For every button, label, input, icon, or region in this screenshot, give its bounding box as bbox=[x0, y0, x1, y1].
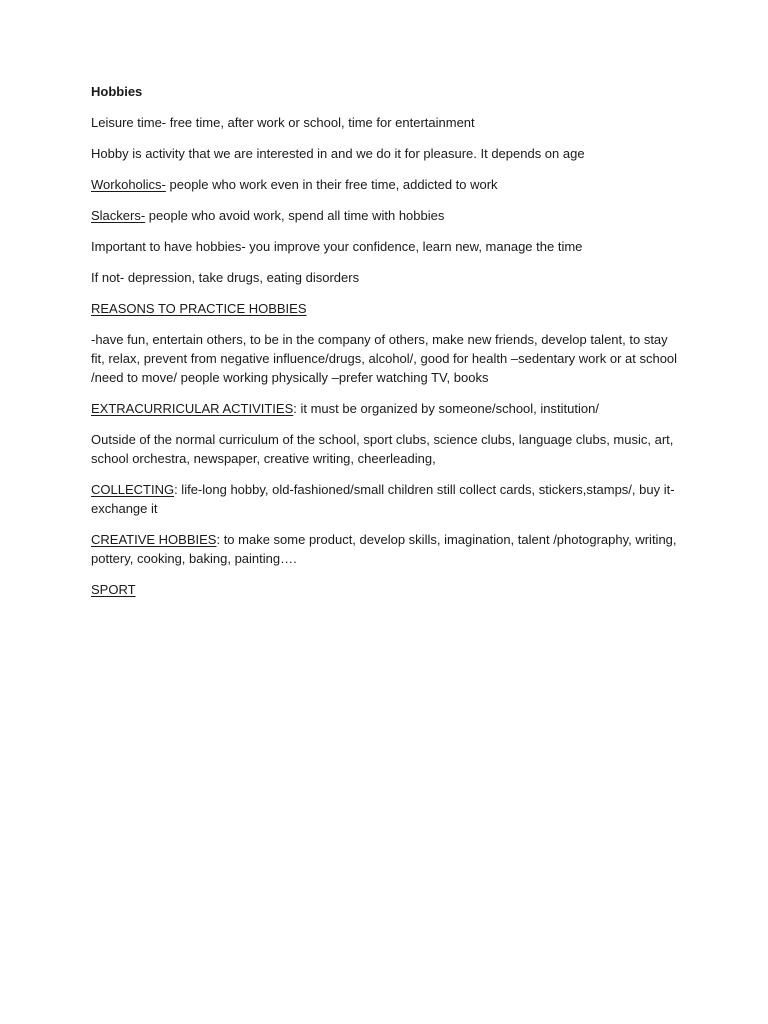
paragraph-leisure: Leisure time- free time, after work or school, time for entertainment bbox=[91, 115, 475, 130]
definition-slackers: people who avoid work, spend all time with hobbies bbox=[145, 208, 445, 223]
definition-creative-hobbies: : to make some product, develop skills, imagination, talent /photography, writing, pottery, cooking, baking, painting…. bbox=[91, 532, 677, 566]
paragraph-creative-hobbies bbox=[91, 530, 681, 568]
heading-sport-text: SPORT bbox=[91, 582, 136, 597]
term-workoholics: Workoholics- bbox=[91, 177, 166, 192]
definition-workoholics: people who work even in their free time, addicted to work bbox=[165, 177, 498, 192]
document-body bbox=[91, 82, 681, 611]
paragraph-collecting bbox=[91, 480, 681, 518]
paragraph-hobby-definition: Hobby is activity that we are interested in and we do it for pleasure. It depends on age bbox=[91, 146, 585, 161]
heading-sport bbox=[91, 580, 681, 599]
term-extracurricular: EXTRACURRICULAR ACTIVITIES bbox=[91, 401, 294, 416]
definition-collecting: : life-long hobby, old-fashioned/small children still collect cards, stickers,stamps/, buy it- exchange it bbox=[91, 482, 675, 516]
paragraph-importance: Important to have hobbies- you improve your confidence, learn new, manage the time bbox=[91, 239, 583, 254]
definition-extracurricular: : it must be organized by someone/school, institution/ bbox=[293, 401, 599, 416]
term-collecting: COLLECTING bbox=[91, 482, 175, 497]
paragraph-reasons: -have fun, entertain others, to be in the company of others, make new friends, develop talent, to stay fit, relax, prevent from negative influence/drugs, alcohol/, good for health –sedentary work or at school /need to move/ people working physically –prefer watching TV, books bbox=[91, 332, 678, 385]
term-slackers: Slackers- bbox=[91, 208, 146, 223]
term-creative-hobbies: CREATIVE HOBBIES bbox=[91, 532, 217, 547]
document-title: Hobbies bbox=[91, 84, 143, 99]
paragraph-extracurricular bbox=[91, 399, 681, 418]
paragraph-if-not: If not- depression, take drugs, eating disorders bbox=[91, 270, 360, 285]
heading-reasons-text: REASONS TO PRACTICE HOBBIES bbox=[91, 301, 307, 316]
paragraph-workoholics bbox=[91, 175, 681, 194]
paragraph-slackers bbox=[91, 206, 681, 225]
paragraph-outside-curriculum: Outside of the normal curriculum of the school, sport clubs, science clubs, language clubs, music, art, school orchestra, newspaper, creative writing, cheerleading, bbox=[91, 432, 674, 466]
heading-reasons bbox=[91, 299, 681, 318]
